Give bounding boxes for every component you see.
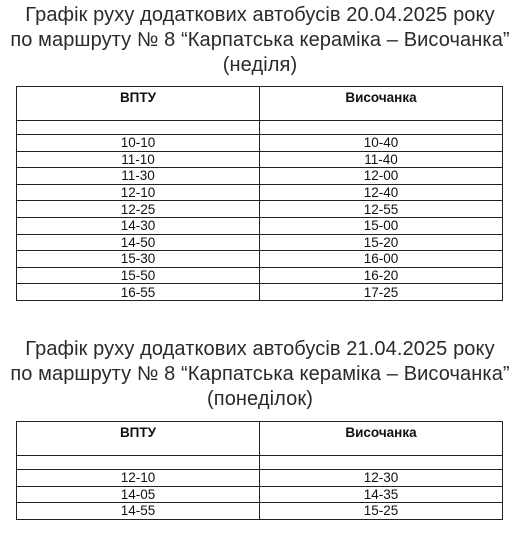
departure-vysochanka: 15-25 (260, 503, 503, 520)
table-row (17, 201, 503, 218)
departure-vysochanka: 12-00 (260, 168, 503, 185)
departure-vptu: 10-10 (17, 135, 260, 152)
schedule-1-title-line-3: (неділя) (222, 54, 298, 76)
schedule-2-title-line-1: Графік руху додаткових автобусів 21.04.2025 року (25, 338, 495, 360)
column-header-vysochanka: Височанка (260, 87, 503, 121)
schedule-2-table (16, 421, 503, 520)
table-row (17, 251, 503, 268)
departure-vptu: 14-30 (17, 217, 260, 234)
departure-vptu: 14-05 (17, 486, 260, 503)
schedule-1-title-line-2: по маршруту № 8 “Карпатська кераміка – Височанка” (10, 29, 510, 51)
table-row (17, 217, 503, 234)
blank-row (17, 456, 503, 470)
schedule-1-title-line-1: Графік руху додаткових автобусів 20.04.2025 року (25, 4, 495, 26)
departure-vysochanka: 12-40 (260, 184, 503, 201)
table-row (17, 503, 503, 520)
table-row (17, 151, 503, 168)
table-row (17, 470, 503, 487)
column-header-vptu: ВПТУ (17, 87, 260, 121)
departure-vysochanka: 17-25 (260, 284, 503, 301)
table-row (17, 234, 503, 251)
departure-vptu: 11-10 (17, 151, 260, 168)
departure-vysochanka: 12-55 (260, 201, 503, 218)
departure-vysochanka: 15-20 (260, 234, 503, 251)
schedule-2-title (0, 337, 520, 412)
departure-vptu: 15-30 (17, 251, 260, 268)
departure-vptu: 12-10 (17, 184, 260, 201)
departure-vysochanka: 16-00 (260, 251, 503, 268)
departure-vptu: 12-10 (17, 470, 260, 487)
departure-vptu: 11-30 (17, 168, 260, 185)
table-row (17, 135, 503, 152)
table-row (17, 486, 503, 503)
departure-vptu: 12-25 (17, 201, 260, 218)
departure-vysochanka: 11-40 (260, 151, 503, 168)
schedule-2-title-line-3: (понеділок) (207, 388, 313, 410)
table-row (17, 284, 503, 301)
table-row (17, 168, 503, 185)
departure-vptu: 16-55 (17, 284, 260, 301)
departure-vptu: 14-50 (17, 234, 260, 251)
departure-vysochanka: 15-00 (260, 217, 503, 234)
departure-vysochanka: 16-20 (260, 267, 503, 284)
schedule-2-title-line-2: по маршруту № 8 “Карпатська кераміка – Височанка” (10, 363, 510, 385)
departure-vysochanka: 10-40 (260, 135, 503, 152)
table-row (17, 267, 503, 284)
column-header-vptu: ВПТУ (17, 422, 260, 456)
blank-row (17, 121, 503, 135)
column-header-vysochanka: Височанка (260, 422, 503, 456)
departure-vptu: 15-50 (17, 267, 260, 284)
departure-vptu: 14-55 (17, 503, 260, 520)
schedule-1-table (16, 86, 503, 301)
departure-vysochanka: 14-35 (260, 486, 503, 503)
table-row (17, 184, 503, 201)
departure-vysochanka: 12-30 (260, 470, 503, 487)
schedule-1-title (0, 3, 520, 78)
